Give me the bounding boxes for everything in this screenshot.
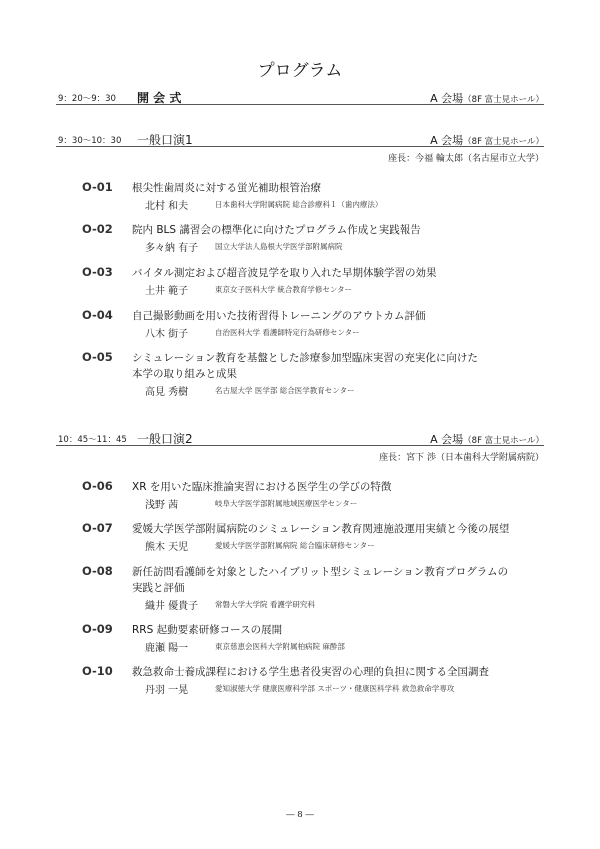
- opening-time: 9：20～9：30: [58, 94, 116, 104]
- presentation-affiliation: 愛媛大学医学部附属病院 総合臨床研修センター: [215, 541, 375, 550]
- presentation-title-line2: 本学の取り組みと成果: [132, 368, 237, 380]
- session-room: [430, 132, 544, 148]
- presentation-affiliation: 名古屋大学 医学部 総合医学教育センター: [215, 386, 355, 395]
- presentation-author: 織井 優貴子: [145, 601, 199, 612]
- presentation-author: 土井 範子: [145, 286, 189, 297]
- presentation-id: O-09: [82, 622, 113, 636]
- presentation-author: 丹羽 一晃: [145, 685, 189, 696]
- session-room: [430, 431, 544, 447]
- session-room-detail: （8F 富士見ホール）: [463, 436, 544, 446]
- presentation-id: O-06: [82, 479, 113, 493]
- page-title: プログラム: [257, 61, 343, 81]
- presentation-affiliation: 日本歯科大学附属病院 総合診療科１（歯内療法）: [215, 200, 383, 209]
- presentation-author: 鹿瀬 陽一: [145, 643, 189, 654]
- presentation-affiliation: 東京女子医科大学 統合教育学修センター: [215, 285, 353, 294]
- presentation-title: 院内 BLS 講習会の標準化に向けたプログラム作成と実践報告: [132, 224, 421, 236]
- presentation-title: バイタル測定および超音波見学を取り入れた早期体験学習の効果: [132, 267, 437, 279]
- presentation-title: シミュレーション教育を基盤とした診療参加型臨床実習の充実化に向けた: [132, 352, 478, 364]
- presentation-affiliation: 東京慈恵会医科大学附属柏病院 麻酔部: [215, 642, 345, 651]
- presentation-id: O-01: [82, 180, 113, 194]
- session-chair: 座長：今福 輪太郎（名古屋市立大学）: [388, 154, 544, 164]
- presentation-affiliation: 自治医科大学 看護師特定行為研修センター: [215, 328, 360, 337]
- presentation-author: 多々納 有子: [145, 243, 199, 254]
- page-number: ― 8 ―: [286, 810, 314, 820]
- presentation-author: 北村 和夫: [145, 201, 189, 212]
- presentation-id: O-10: [82, 664, 113, 678]
- presentation-title-line2: 実践と評価: [132, 582, 185, 594]
- opening-room-detail: （8F 富士見ホール）: [463, 95, 544, 105]
- presentation-id: O-05: [82, 350, 113, 364]
- session-time: 10：45～11：45: [58, 435, 127, 445]
- opening-room: [430, 90, 544, 106]
- presentation-author: 熊木 天児: [145, 542, 189, 553]
- presentation-author: 八木 街子: [145, 329, 189, 340]
- session-room-name: A 会場: [430, 134, 464, 147]
- presentation-id: O-04: [82, 308, 113, 322]
- presentation-affiliation: 岐阜大学医学部附属地域医療医学センター: [215, 499, 358, 508]
- opening-room-name: A 会場: [430, 92, 464, 105]
- presentation-title: 自己撮影動画を用いた技術習得トレーニングのアウトカム評価: [132, 310, 426, 322]
- presentation-title: 救急救命士養成課程における学生患者役実習の心理的負担に関する全国調査: [132, 666, 489, 678]
- presentation-id: O-02: [82, 222, 113, 236]
- opening-label: 開 会 式: [137, 91, 182, 105]
- presentation-title: 新任訪問看護師を対象としたハイブリット型シミュレーション教育プログラムの: [132, 566, 509, 578]
- presentation-affiliation: 愛知淑徳大学 健康医療科学部 スポーツ・健康医科学科 救急救命学専攻: [215, 684, 455, 693]
- presentation-affiliation: 常磐大学大学院 看護学研究科: [215, 600, 315, 609]
- presentation-title: RRS 起動要素研修コースの展開: [132, 624, 283, 636]
- presentation-author: 高見 秀樹: [145, 387, 189, 398]
- presentation-id: O-07: [82, 521, 113, 535]
- presentation-id: O-08: [82, 564, 113, 578]
- session-room-detail: （8F 富士見ホール）: [463, 137, 544, 147]
- presentation-title: XR を用いた臨床推論実習における医学生の学びの特徴: [132, 481, 392, 493]
- presentation-author: 浅野 茜: [145, 500, 179, 511]
- session-time: 9：30～10：30: [58, 136, 122, 146]
- presentation-title: 根尖性歯周炎に対する蛍光補助根管治療: [132, 182, 321, 194]
- session-chair: 座長：宮下 渉（日本歯科大学附属病院）: [379, 453, 544, 463]
- presentation-id: O-03: [82, 265, 113, 279]
- session-name: 一般口演2: [137, 432, 193, 446]
- presentation-affiliation: 国立大学法人島根大学医学部附属病院: [215, 242, 343, 251]
- session-name: 一般口演1: [137, 133, 193, 147]
- session-room-name: A 会場: [430, 433, 464, 446]
- presentation-title: 愛媛大学医学部附属病院のシミュレーション教育関連施設運用実績と今後の展望: [132, 523, 510, 535]
